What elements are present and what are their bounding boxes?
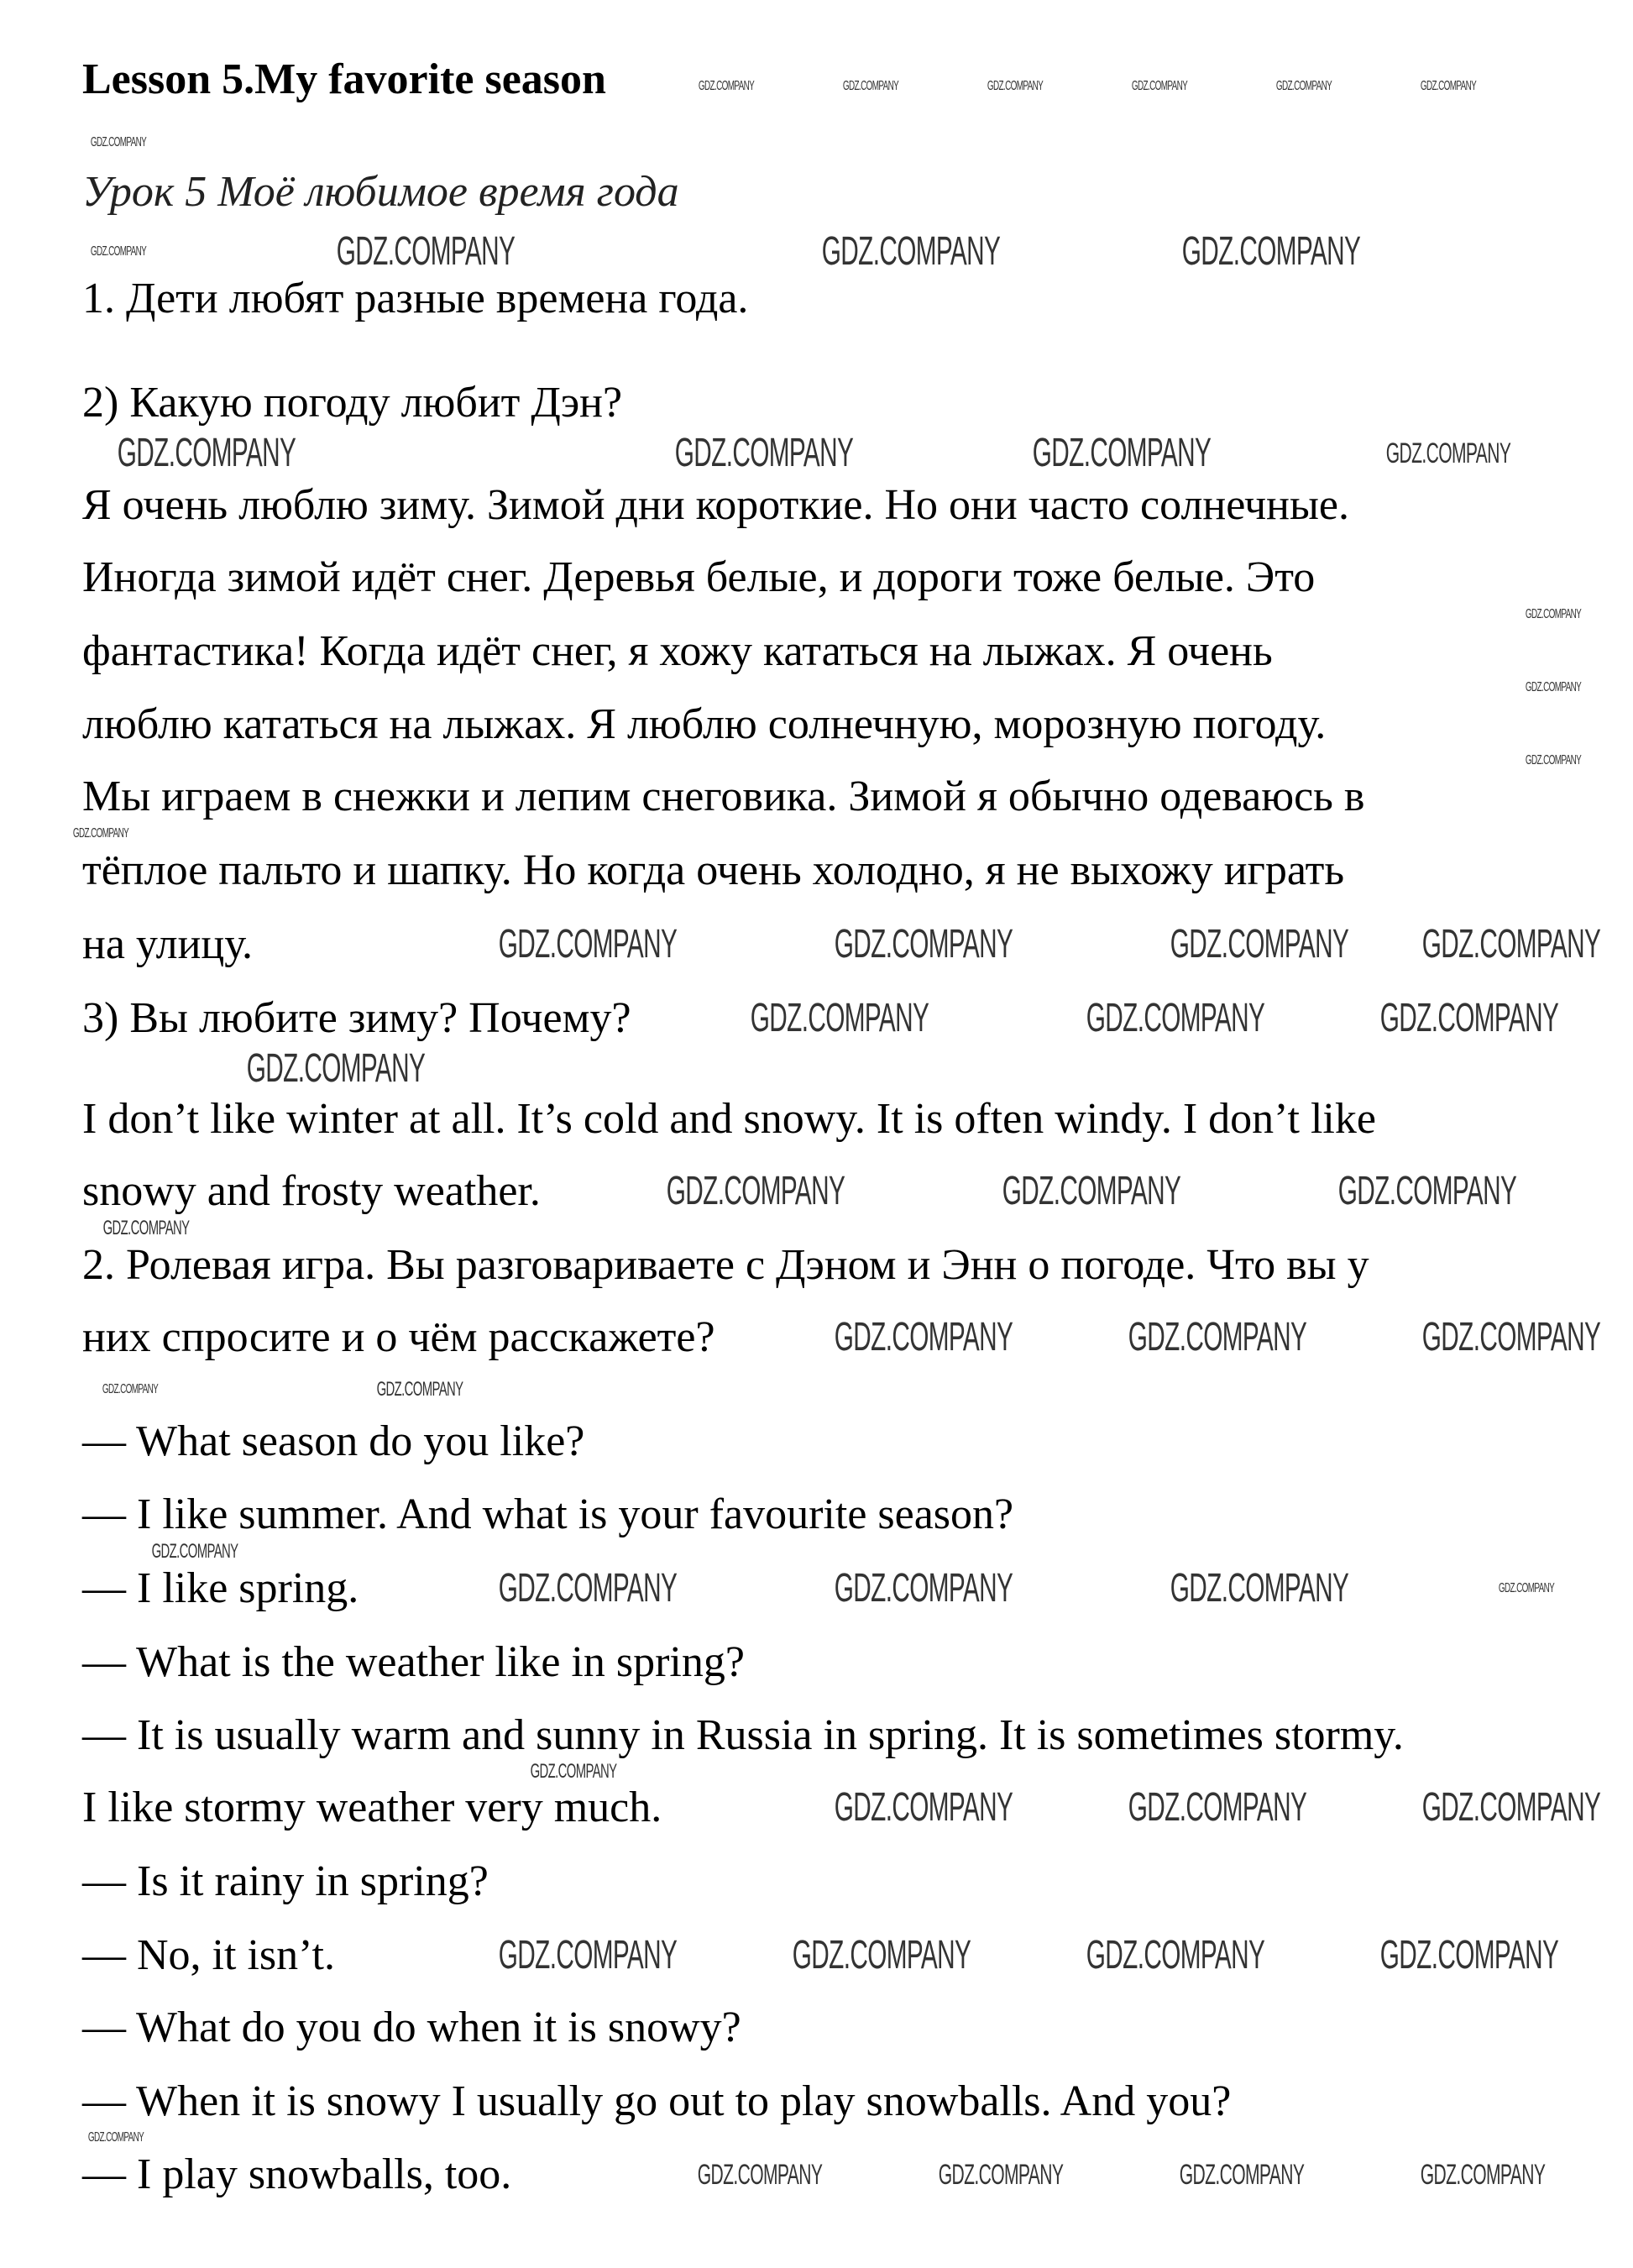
watermark: GDZ.COMPANY [1385, 437, 1511, 469]
watermark: GDZ.COMPANY [842, 79, 899, 93]
paragraph-line: Мы играем в снежки и лепим снеговика. Зимой я обычно одеваюсь в [82, 773, 1365, 820]
watermark: GDZ.COMPANY [1032, 431, 1212, 475]
watermark: GDZ.COMPANY [117, 431, 296, 475]
watermark: GDZ.COMPANY [1379, 996, 1559, 1040]
watermark: GDZ.COMPANY [834, 1785, 1013, 1830]
watermark: GDZ.COMPANY [498, 922, 678, 966]
paragraph-line: Иногда зимой идёт снег. Деревья белые, и дороги тоже белые. Это [82, 553, 1316, 601]
watermark: GDZ.COMPANY [246, 1046, 426, 1091]
dialog-line: — No, it isn’t. [82, 1931, 335, 1979]
paragraph-line: тёплое пальто и шапку. Но когда очень холодно, я не выхожу играть [82, 846, 1345, 894]
watermark: GDZ.COMPANY [938, 2159, 1064, 2191]
watermark: GDZ.COMPANY [90, 244, 147, 259]
dialog-line: — It is usually warm and sunny in Russia in spring. It is sometimes stormy. [82, 1711, 1404, 1759]
watermark: GDZ.COMPANY [530, 1760, 617, 1783]
watermark: GDZ.COMPANY [1275, 79, 1332, 93]
watermark: GDZ.COMPANY [376, 1378, 463, 1401]
watermark: GDZ.COMPANY [697, 2159, 823, 2191]
watermark: GDZ.COMPANY [1002, 1169, 1181, 1213]
paragraph-line: люблю кататься на лыжах. Я люблю солнечную, морозную погоду. [82, 700, 1327, 748]
dialog-line: — Is it rainy in spring? [82, 1857, 489, 1905]
watermark: GDZ.COMPANY [1131, 79, 1188, 93]
task-2-line: 2. Ролевая игра. Вы разговариваете с Дэном и Энн о погоде. Что вы у [82, 1241, 1369, 1289]
watermark: GDZ.COMPANY [1179, 2159, 1305, 2191]
watermark: GDZ.COMPANY [834, 1315, 1013, 1359]
watermark: GDZ.COMPANY [1181, 229, 1361, 274]
watermark: GDZ.COMPANY [102, 1217, 190, 1239]
watermark: GDZ.COMPANY [1128, 1785, 1307, 1830]
watermark: GDZ.COMPANY [1525, 753, 1582, 767]
watermark: GDZ.COMPANY [498, 1933, 678, 1977]
watermark: GDZ.COMPANY [1498, 1581, 1555, 1595]
watermark: GDZ.COMPANY [87, 2130, 144, 2145]
question-3: 3) Вы любите зиму? Почему? [82, 994, 631, 1042]
answer-3-line: I don’t like winter at all. It’s cold and snowy. It is often windy. I don’t like [82, 1095, 1376, 1143]
answer-3-line: snowy and frosty weather. [82, 1167, 541, 1215]
watermark: GDZ.COMPANY [666, 1169, 845, 1213]
watermark: GDZ.COMPANY [336, 229, 516, 274]
watermark: GDZ.COMPANY [698, 79, 755, 93]
task-1-heading: 1. Дети любят разные времена года. [82, 275, 749, 322]
watermark: GDZ.COMPANY [1379, 1933, 1559, 1977]
watermark: GDZ.COMPANY [821, 229, 1001, 274]
paragraph-line: Я очень люблю зиму. Зимой дни короткие. Но они часто солнечные. [82, 481, 1350, 529]
dialog-line: — I like spring. [82, 1564, 359, 1612]
watermark: GDZ.COMPANY [1421, 1315, 1601, 1359]
watermark: GDZ.COMPANY [674, 431, 854, 475]
watermark: GDZ.COMPANY [1525, 607, 1582, 621]
watermark: GDZ.COMPANY [1421, 1785, 1601, 1830]
watermark: GDZ.COMPANY [151, 1540, 238, 1563]
dialog-line: — When it is snowy I usually go out to play snowballs. And you? [82, 2077, 1232, 2125]
watermark: GDZ.COMPANY [90, 135, 147, 149]
dialog-line: — I play snowballs, too. [82, 2150, 512, 2198]
watermark: GDZ.COMPANY [102, 1382, 159, 1396]
question-2: 2) Какую погоду любит Дэн? [82, 379, 623, 427]
watermark: GDZ.COMPANY [792, 1933, 971, 1977]
watermark: GDZ.COMPANY [1086, 996, 1265, 1040]
watermark: GDZ.COMPANY [1420, 79, 1477, 93]
watermark: GDZ.COMPANY [987, 79, 1044, 93]
watermark: GDZ.COMPANY [834, 922, 1013, 966]
lesson-subtitle: Урок 5 Моё любимое время года [82, 168, 679, 216]
watermark: GDZ.COMPANY [1170, 1566, 1349, 1611]
watermark: GDZ.COMPANY [1337, 1169, 1517, 1213]
dialog-line: — What do you do when it is snowy? [82, 2003, 741, 2051]
paragraph-line: на улицу. [82, 920, 254, 968]
task-2-line: них спросите и о чём расскажете? [82, 1313, 715, 1361]
dialog-line: — What is the weather like in spring? [82, 1638, 745, 1686]
watermark: GDZ.COMPANY [498, 1566, 678, 1611]
watermark: GDZ.COMPANY [1525, 680, 1582, 694]
watermark: GDZ.COMPANY [1421, 922, 1601, 966]
paragraph-line: фантастика! Когда идёт снег, я хожу кататься на лыжах. Я очень [82, 627, 1273, 675]
dialog-line: — I like summer. And what is your favourite season? [82, 1490, 1014, 1538]
watermark: GDZ.COMPANY [834, 1566, 1013, 1611]
watermark: GDZ.COMPANY [1170, 922, 1349, 966]
watermark: GDZ.COMPANY [1420, 2159, 1546, 2191]
watermark: GDZ.COMPANY [72, 826, 129, 841]
lesson-title: Lesson 5.My favorite season [82, 55, 606, 103]
dialog-line: I like stormy weather very much. [82, 1783, 662, 1831]
watermark: GDZ.COMPANY [750, 996, 929, 1040]
dialog-line: — What season do you like? [82, 1417, 585, 1465]
watermark: GDZ.COMPANY [1086, 1933, 1265, 1977]
watermark: GDZ.COMPANY [1128, 1315, 1307, 1359]
